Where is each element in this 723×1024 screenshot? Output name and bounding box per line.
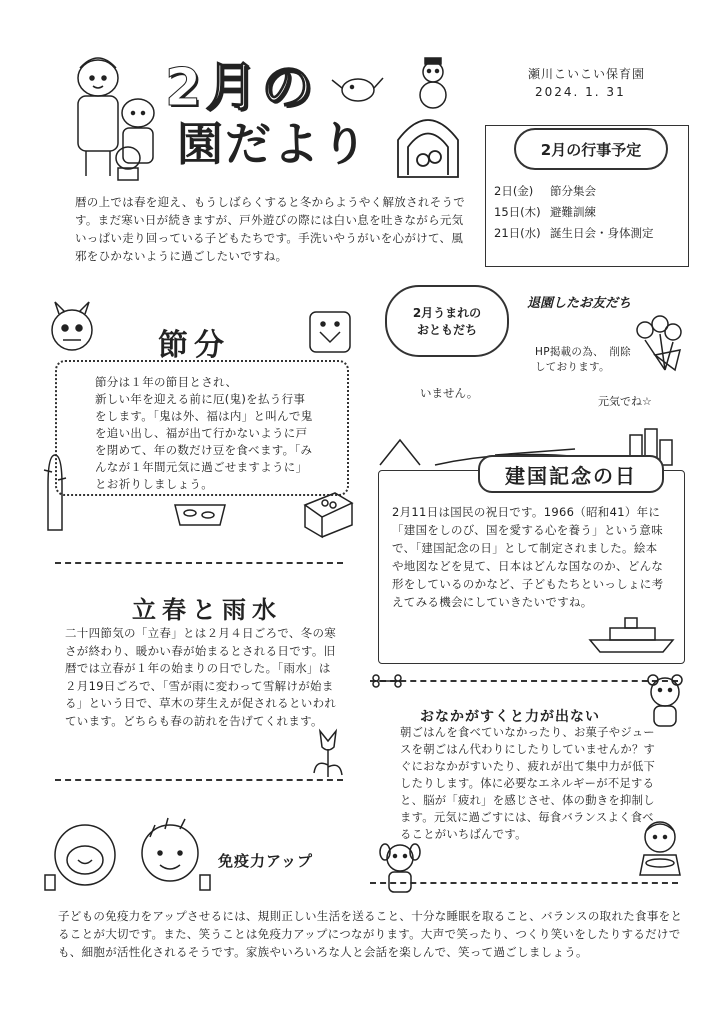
menneki-text: 子どもの免疫力をアップさせるには、規則正しい生活を送ること、十分な睡眠を取ること、バランスの取れた食事をとることが大切です。また、笑うことは免疫力アップにつながります。大声で笑ったり、つくり笑いをしたりするだけでも、細胞が活性化されるそうです。家族やいろいろな人と会話を楽しんで、笑って過ごしましょう。 [58, 909, 683, 959]
event-row: 2日(金) 節分集会 [494, 184, 596, 198]
org-name: 瀬川こいこい保育園 [528, 67, 646, 81]
okame-mask-icon [305, 302, 355, 357]
events-heading-text: 2月の行事予定 [540, 140, 642, 159]
kenkoku-title-box [478, 455, 664, 493]
risshun-title: 立春と雨水 [132, 596, 282, 624]
farewell-heading: 退園したお友だち [527, 296, 632, 311]
laughing-kids-icon [40, 815, 215, 900]
club-icon [40, 450, 70, 535]
children-illustration-icon [58, 48, 168, 183]
events-box [485, 125, 689, 267]
event-row: 15日(木) 避難訓練 [494, 205, 596, 219]
birthdays-heading [385, 285, 509, 357]
setsubun-text: 節分は１年の節目とされ、 新しい年を迎える前に厄(鬼)を払う行事をします。「鬼は外、福は内」と叫んで鬼を追い出し、福が出て行かないように戸を閉めて、年の数だけ豆を食べます。「みんなが１年間元気に過ごせますように」とお祈りしましょう。 [95, 375, 313, 491]
birthdays-heading-text: 2月うまれのおともだち [412, 306, 482, 337]
onaka-title: おなかがすくと力が出ない [420, 709, 600, 725]
ship-icon [585, 612, 680, 657]
dog-icon [375, 838, 425, 898]
kenkoku-text: 2月11日は国民の祝日です。1966（昭和41）年に「建国をしのび、国を愛する心を養う」という意味で、「建国記念の日」として制定されました。絵本や地図などを見て、日本はどんな国なのか、どんな形をしているのかなど、子どもたちといっしょに考えてみる機会にしていきたいですね。 [392, 505, 664, 609]
setsubun-title: 節分 [158, 328, 230, 363]
farewell-text: HP掲載の為、 削除 しております。 [535, 346, 631, 373]
setsubun-box [55, 360, 349, 496]
tulip-icon [308, 725, 348, 780]
bone-icon [372, 673, 402, 689]
farewell-closing: 元気でね☆ [598, 395, 652, 408]
title-bottom: 園だより [177, 117, 369, 171]
flower-bouquet-icon [625, 310, 695, 375]
risshun-text: 二十四節気の「立春」とは２月４日ごろで、冬の寒さが終わり、暖かい春が始まるとされる日です。旧暦では立春が１年の始まりの日でした。「雨水」は２月19日ごろで、「雪が雨に変わって雪解けが始まる」という日で、草木の芽生えが促されるといわれています。どちらも春の訪れを告げてくれます。 [65, 626, 337, 728]
onaka-text: 朝ごはんを食べていなかったり、お菓子やジュースを朝ごはん代わりにしたりしていませんか？すぐにおなかがすいたり、疲れが出て集中力が低下したりします。体に必要なエネルギーが不足すると、脳が「疲れ」を感じさせ、体の動きを抑制します。元気に過ごすには、毎食バランスよく食べることがいちばんです。 [400, 726, 656, 841]
beans-icon [170, 495, 230, 530]
bear-icon [640, 670, 690, 730]
bean-box-icon [300, 485, 355, 540]
oni-icon [45, 300, 100, 355]
kenkoku-title: 建国記念の日 [505, 463, 637, 488]
event-row: 21日(水) 誕生日会・身体測定 [494, 226, 654, 240]
bird-icon [330, 68, 385, 108]
snowman-icon [405, 55, 460, 110]
menneki-title: 免疫力アップ [218, 852, 313, 870]
girl-icon [632, 815, 692, 880]
events-list [494, 181, 654, 244]
kamakura-icon [393, 105, 463, 180]
issue-date: 2024. 1. 31 [535, 85, 626, 99]
intro-text: 暦の上では春を迎え、もうしばらくすると冬からようやく解放されそうです。まだ寒い日が続きますが、戸外遊びの際には白い息を吐きながら元気いっぱい走り回っている子どもたちです。手洗いやうがいを心がけて、風邪をひかないように過ごしたいですね。 [75, 195, 466, 263]
title-top: 2月の [165, 58, 318, 118]
birthdays-text: いません。 [420, 386, 479, 400]
events-heading [514, 128, 668, 170]
